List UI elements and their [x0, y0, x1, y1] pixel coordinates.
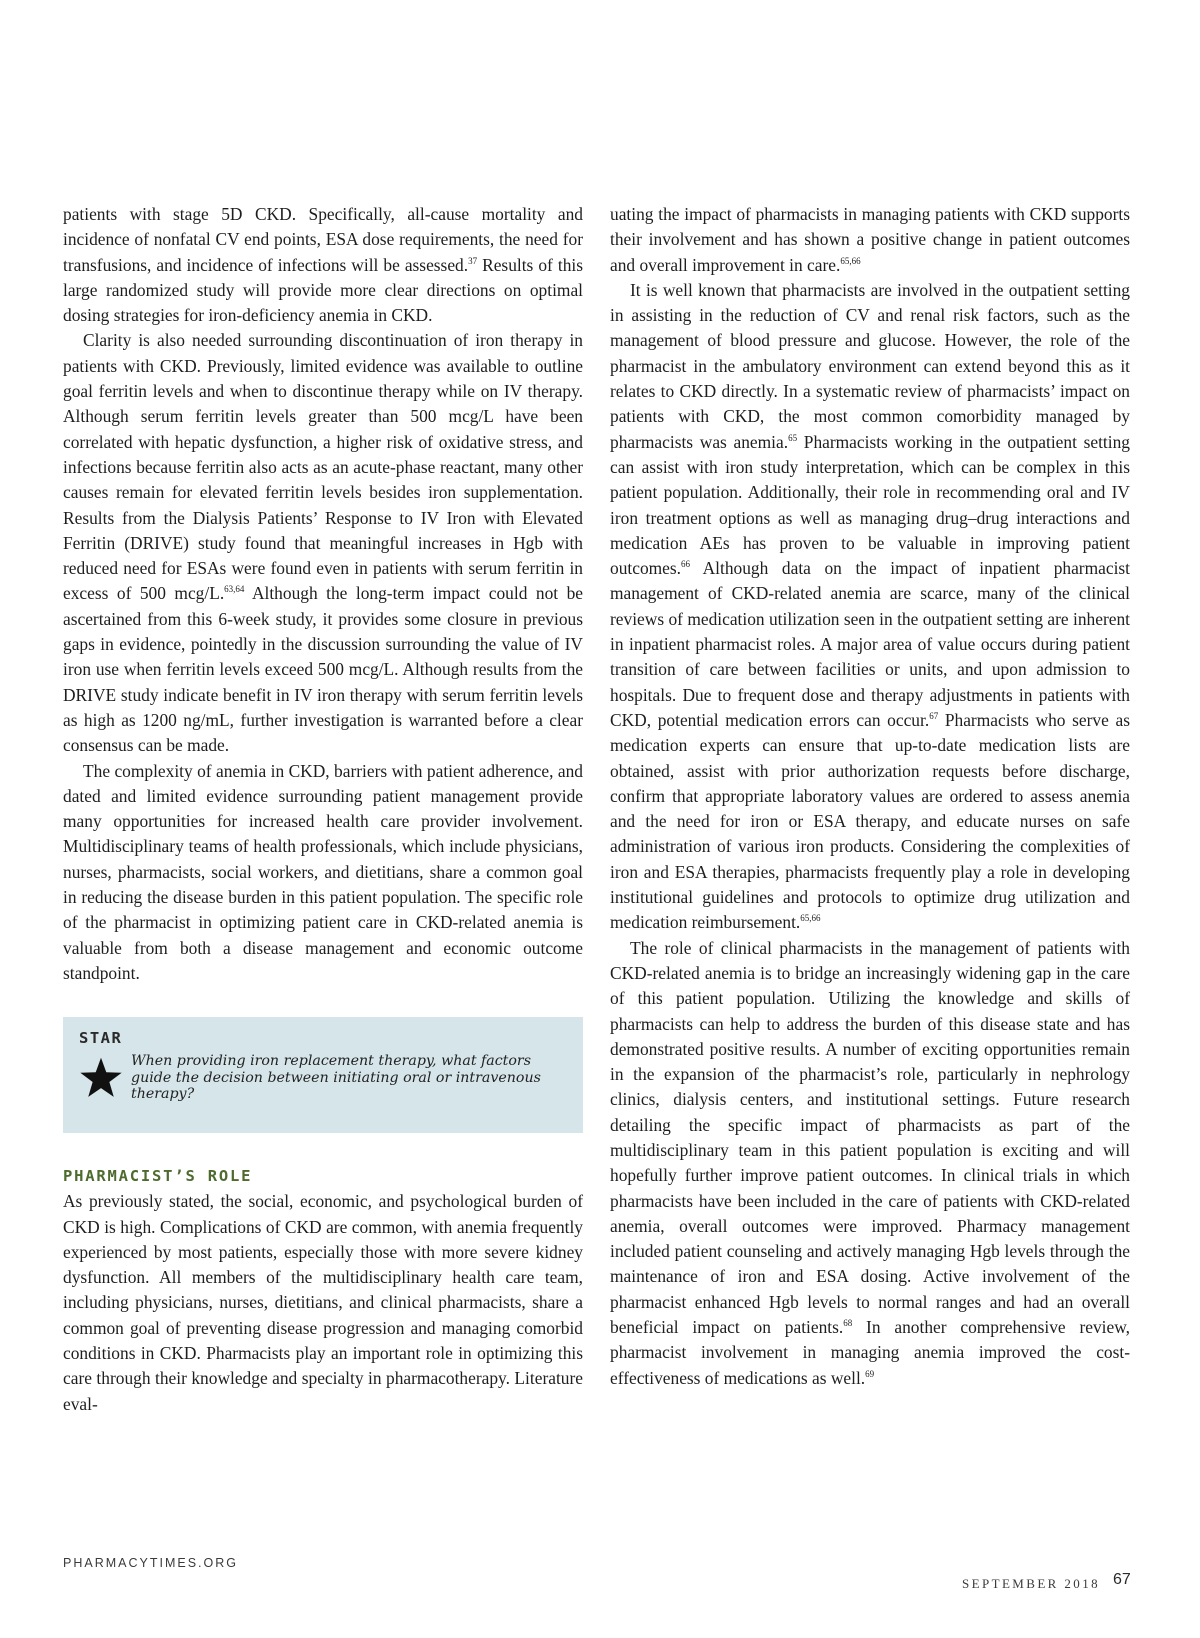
body-paragraph: The complexity of anemia in CKD, barriers with patient adherence, and dated and limited evidence surrounding patient management provide many opportunities for increased health care provider involvement. Multidisciplinary teams of health professionals, which include physicians, nurses, pharmacists, social workers, and dietitians, share a common goal in reducing the disease burden in this patient population. The specific role of the pharmacist in optimizing patient care in CKD-related anemia is valuable from both a disease management and economic outcome standpoint.: [63, 760, 583, 983]
body-paragraph: patients with stage 5D CKD. Specifically, all-cause mortality and incidence of nonfatal CV end points, ESA dose requirements, the need for transfusions, and incidence of infections will be assessed.$^{37}$ Results of this large randomized study will provide more clear directions on optimal dosing strategies for iron-deficiency anemia in CKD.: [63, 204, 583, 326]
star-icon: [79, 1056, 123, 1100]
citation: 65,66: [840, 255, 861, 266]
footer-site: PHARMACYTIMES.ORG: [63, 1556, 238, 1570]
footer-issue: SEPTEMBER 2018: [962, 1576, 1100, 1591]
body-paragraph: Clarity is also needed surrounding discontinuation of iron therapy in patients with CKD. Previously, limited evidence was available to outline goal ferritin levels and when to discontinue therapy while on IV therapy. Although serum ferritin levels greater than 500 mcg/L have been correlated with hepatic dysfunction, a higher risk of oxidative stress, and infections because ferritin also acts as an acute-phase reactant, many other causes remain for elevated ferritin levels besides iron supplementation. Results from the Dialysis Patients’ Response to IV Iron with Elevated Ferritin (DRIVE) study found that meaningful increases in Hgb with reduced need for ESAs were found even in patients with serum ferritin in excess of 500 mcg/L.$^{63,64}$ Although the long-term impact could not be ascertained from this 6-week study, it provides some closure in previous gaps in evidence, pointedly in the discussion surrounding the value of IV iron use when ferritin levels exceed 500 mcg/L. Although results from the DRIVE study indicate benefit in IV iron therapy with serum ferritin levels as high as 1200 ng/mL, further investigation is warranted before a clear consensus can be made.: [63, 330, 583, 756]
body-paragraph: The role of clinical pharmacists in the management of patients with CKD-related anemia is to bridge an increasingly widening gap in the care of this patient population. Utilizing the knowledge and skills of pharmacists can help to address the burden of this disease state and has demonstrated positive results. A number of exciting opportunities remain in the expansion of the pharmacist’s role, particularly in nephrology clinics, dialysis centers, and institutional settings. Future research detailing the specific impact of pharmacists as part of the multidisciplinary team in this patient population is exciting and will hopefully further improve patient outcomes. In clinical trials in which pharmacists have been included in the care of patients with CKD-related anemia, overall outcomes were improved. Pharmacy management included patient counseling and actively managing Hgb levels through the maintenance of iron and ESA dosing. Active involvement of the pharmacist enhanced Hgb levels to normal ranges and had an overall beneficial impact on patients.$^{68}$ In another comprehensive review, pharmacist involvement in managing anemia improved the cost-effectiveness of medications as well.$^{69}$: [610, 937, 1130, 1388]
right-column: [610, 202, 1130, 1391]
citation: 67: [929, 710, 939, 721]
body-paragraph: As previously stated, the social, economic, and psychological burden of CKD is high. Complications of CKD are common, with anemia frequently experienced by most patients, especially those with more severe kidney dysfunction. All members of the multidisciplinary health care team, including physicians, nurses, dietitians, and clinical pharmacists, share a common goal of preventing disease progression and managing comorbid conditions in CKD. Pharmacists play an important role in optimizing this care through their knowledge and specialty in pharmacotherapy. Literature eval-: [63, 1191, 583, 1414]
body-paragraph: It is well known that pharmacists are involved in the outpatient setting in assisting in the reduction of CV and renal risk factors, such as the management of blood pressure and glucose. However, the role of the pharmacist in the ambulatory environment can extend beyond this as it relates to CKD directly. In a systematic review of pharmacists’ impact on patients with CKD, the most common comorbidity managed by pharmacists was anemia.$^{65}$ Pharmacists working in the outpatient setting can assist with iron study interpretation, which can be complex in this patient population. Additionally, their role in recommending oral and IV iron treatment options as well as managing drug–drug interactions and medication AEs has proven to be valuable in improving patient outcomes.$^{66}$ Although data on the impact of inpatient pharmacist management of CKD-related anemia are scarce, many of the clinical reviews of medication utilization seen in the outpatient setting are inherent in inpatient pharmacist roles. A major area of value occurs during patient transition of care between facilities or units, and upon admission to hospitals. Due to frequent dose and therapy adjustments in patients with CKD, potential medication errors can occur.$^{67}$ Pharmacists who serve as medication experts can ensure that up-to-date medication lists are obtained, assist with prior authorization requests before discharge, confirm that appropriate laboratory values are ordered to assess anemia and the need for iron or ESA therapy, and educate nurses on safe administration of various iron products. Considering the complexities of iron and ESA therapies, pharmacists frequently play a role in developing institutional guidelines and protocols to optimize drug utilization and medication reimbursement.$^{65,66}$: [610, 279, 1130, 933]
page-number: 67: [1113, 1571, 1131, 1588]
star-question: When providing iron replacement therapy, what factors guide the decision between initiating oral or intravenous therapy?: [131, 1053, 541, 1103]
citation: 69: [865, 1368, 875, 1379]
body-paragraph: uating the impact of pharmacists in managing patients with CKD supports their involvement and has shown a positive change in patient outcomes and overall improvement in care.$^{65,66}$: [610, 204, 1130, 275]
citation: 68: [843, 1318, 853, 1329]
citation: 66: [681, 559, 690, 570]
left-column: [63, 202, 583, 1417]
citation: 65: [788, 432, 798, 443]
star-callout-heading: STAR: [79, 1029, 123, 1048]
citation: 65,66: [800, 913, 821, 924]
citation: 63,64: [224, 584, 245, 595]
section-heading: PHARMACIST’S ROLE: [63, 1167, 253, 1186]
star-callout-box: [63, 1017, 583, 1133]
citation: 37: [468, 255, 478, 266]
